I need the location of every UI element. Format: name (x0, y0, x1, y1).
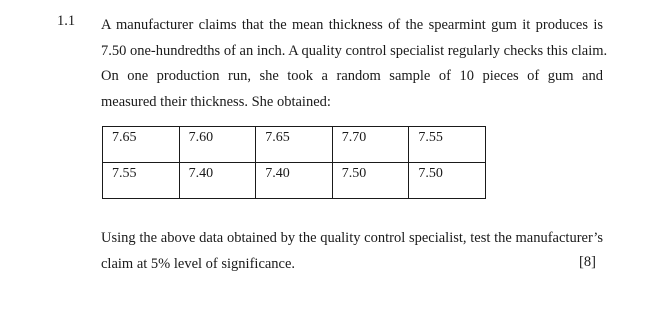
task-line: claim at 5% level of significance. (101, 255, 296, 272)
thickness-data-table (102, 126, 486, 199)
table-cell: 7.55 (103, 163, 180, 199)
table-cell: 7.50 (332, 163, 409, 199)
question-number: 1.1 (57, 13, 76, 29)
table-cell: 7.50 (409, 163, 486, 199)
table-cell: 7.65 (256, 127, 333, 163)
intro-line: A manufacturer claims that the mean thickness of the spearmint gum it produces is (101, 17, 603, 33)
table-cell: 7.60 (179, 127, 256, 163)
table-cell: 7.40 (256, 163, 333, 199)
question-intro (101, 13, 608, 115)
intro-line: On one production run, she took a random sample of 10 pieces of gum and (101, 68, 603, 84)
question-task (101, 226, 603, 277)
intro-line: 7.50 one-hundredths of an inch. A quality control specialist regularly checks this claim. (101, 42, 608, 59)
table-cell: 7.65 (103, 127, 180, 163)
table-cell: 7.55 (409, 127, 486, 163)
intro-line: measured their thickness. She obtained: (101, 93, 331, 110)
task-line: Using the above data obtained by the quality control specialist, test the manufacturer’s (101, 230, 603, 246)
table-cell: 7.40 (179, 163, 256, 199)
table-cell: 7.70 (332, 127, 409, 163)
table-row (103, 163, 486, 199)
table-row (103, 127, 486, 163)
marks-label: [8] (579, 254, 596, 270)
